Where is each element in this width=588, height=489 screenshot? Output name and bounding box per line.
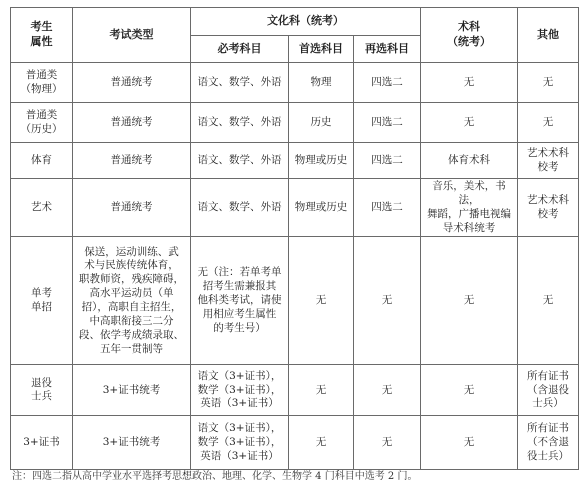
cell-first-choice: 物理或历史: [289, 143, 354, 179]
cell-other: 无: [518, 63, 579, 103]
cell-required-subjects: 语文、数学、外语: [191, 103, 289, 143]
cell-other: 艺术术科 校考: [518, 179, 579, 237]
table-row: [11, 179, 579, 237]
cell-first-choice: 物理: [289, 63, 354, 103]
header-art-subjects: 术科 （统考）: [421, 8, 518, 63]
header-other: 其他: [518, 8, 579, 63]
cell-required-subjects: 语文、数学、外语: [191, 63, 289, 103]
cell-required-subjects: 语文、数学、外语: [191, 143, 289, 179]
table-row: [11, 103, 579, 143]
cell-art-subjects: 音乐，美术，书法， 舞蹈，广播电视编 导术科统考: [421, 179, 518, 237]
cell-art-subjects: 无: [421, 237, 518, 365]
header-exam-type: 考试类型: [73, 8, 191, 63]
cell-exam-type: 普通统考: [73, 103, 191, 143]
cell-other: 所有证书 （不含退 役士兵）: [518, 416, 579, 470]
table-row: [11, 143, 579, 179]
cell-attribute: 退役 士兵: [11, 365, 73, 416]
cell-second-choice: 无: [354, 416, 421, 470]
cell-first-choice: 物理或历史: [289, 179, 354, 237]
cell-second-choice: 四选二: [354, 179, 421, 237]
cell-attribute: 普通类 （历史）: [11, 103, 73, 143]
cell-art-subjects: 无: [421, 63, 518, 103]
cell-second-choice: 无: [354, 365, 421, 416]
table-row: [11, 63, 579, 103]
cell-first-choice: 无: [289, 416, 354, 470]
cell-required-subjects: 语文、数学、外语: [191, 179, 289, 237]
cell-required-subjects: 无（注：若单考单 招考生需兼报其 他科类考试，请使 用相应考生属性 的考生号）: [191, 237, 289, 365]
cell-second-choice: 四选二: [354, 103, 421, 143]
cell-required-subjects: 语文（3+证书）， 数学（3+证书）， 英语（3+证书）: [191, 416, 289, 470]
cell-art-subjects: 无: [421, 416, 518, 470]
cell-second-choice: 无: [354, 237, 421, 365]
cell-required-subjects: 语文（3+证书）， 数学（3+证书）， 英语（3+证书）: [191, 365, 289, 416]
cell-exam-type: 普通统考: [73, 179, 191, 237]
cell-other: 无: [518, 103, 579, 143]
cell-second-choice: 四选二: [354, 143, 421, 179]
cell-first-choice: 无: [289, 237, 354, 365]
table-row: [11, 416, 579, 470]
cell-other: 所有证书 （含退役 士兵）: [518, 365, 579, 416]
cell-attribute: 3+证书: [11, 416, 73, 470]
cell-exam-type: 3+证书统考: [73, 416, 191, 470]
cell-attribute: 普通类 （物理）: [11, 63, 73, 103]
table-row: [11, 237, 579, 365]
header-culture-subjects: 文化科（统考）: [191, 8, 421, 36]
exam-subject-table: [10, 7, 579, 470]
cell-second-choice: 四选二: [354, 63, 421, 103]
cell-attribute: 单考 单招: [11, 237, 73, 365]
cell-other: 艺术术科 校考: [518, 143, 579, 179]
table-footnote: 注：四选二指从高中学业水平选择考思想政治、地理、化学、生物学 4 门科目中选考 2 门。: [12, 471, 418, 482]
table-row: [11, 365, 579, 416]
cell-art-subjects: 无: [421, 103, 518, 143]
header-second-choice: 再选科目: [354, 36, 421, 63]
cell-attribute: 艺术: [11, 179, 73, 237]
cell-attribute: 体育: [11, 143, 73, 179]
cell-exam-type: 普通统考: [73, 63, 191, 103]
cell-exam-type: 保送，运动训练、武 术与民族传统体育， 职教师资，残疾障碍， 高水平运动员（单 招），高职自主招生， 中高职衔接三二分 段、依学考成绩录取、 五年一贯制等: [73, 237, 191, 365]
cell-art-subjects: 无: [421, 365, 518, 416]
header-candidate-attribute: 考生 属性: [11, 8, 73, 63]
cell-exam-type: 普通统考: [73, 143, 191, 179]
header-first-choice: 首选科目: [289, 36, 354, 63]
cell-first-choice: 无: [289, 365, 354, 416]
cell-exam-type: 3+证书统考: [73, 365, 191, 416]
header-required-subjects: 必考科目: [191, 36, 289, 63]
cell-art-subjects: 体育术科: [421, 143, 518, 179]
cell-first-choice: 历史: [289, 103, 354, 143]
cell-other: 无: [518, 237, 579, 365]
